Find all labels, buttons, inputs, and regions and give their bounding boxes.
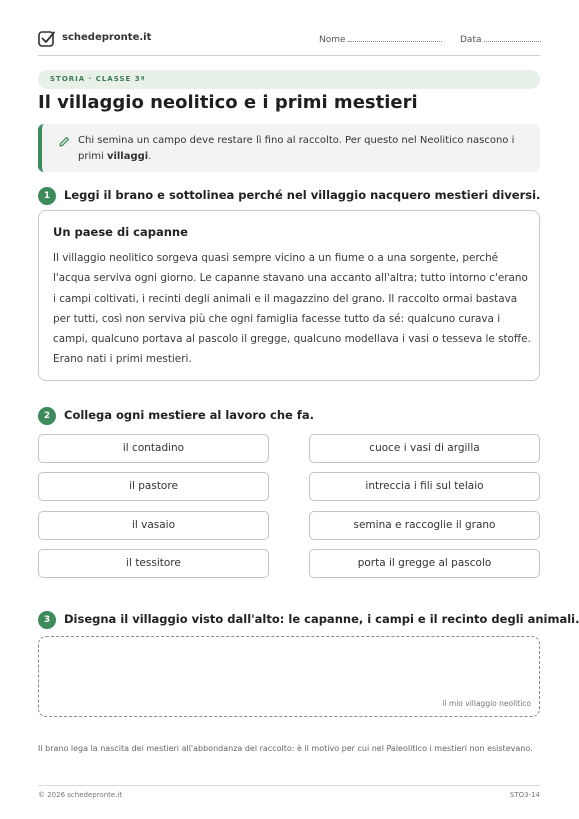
drawing-caption: il mio villaggio neolitico bbox=[442, 699, 531, 708]
job-box[interactable]: il pastore bbox=[38, 472, 269, 501]
subject-tag: STORIA · CLASSE 3ª bbox=[38, 70, 540, 89]
page-title: Il villaggio neolitico e i primi mestieri bbox=[38, 92, 418, 113]
page-footer bbox=[38, 785, 540, 799]
intro-note bbox=[38, 124, 540, 172]
reading-title: Un paese di capanne bbox=[53, 225, 188, 239]
date-field[interactable] bbox=[460, 34, 541, 45]
note-text-start: Chi semina un campo deve restare lì fino al raccolto. Per questo nel Neolitico nascono i primi bbox=[78, 135, 515, 162]
task-box[interactable]: semina e raccoglie il grano bbox=[309, 511, 540, 540]
job-box[interactable]: il contadino bbox=[38, 434, 269, 463]
drawing-area[interactable] bbox=[38, 636, 540, 717]
checkbox-logo-icon bbox=[38, 30, 56, 48]
note-text-end: . bbox=[148, 151, 152, 162]
pencil-icon bbox=[58, 136, 70, 148]
job-box[interactable]: il vasaio bbox=[38, 511, 269, 540]
note-keyword: villaggi bbox=[106, 151, 149, 162]
copyright: © 2026 schedepronte.it bbox=[38, 791, 123, 799]
date-label: Data bbox=[460, 35, 482, 45]
sheet-code: STO3-14 bbox=[509, 791, 540, 799]
name-label: Nome bbox=[319, 35, 346, 45]
task-box[interactable]: porta il gregge al pascolo bbox=[309, 549, 540, 578]
task-box[interactable]: intreccia i fili sul telaio bbox=[309, 472, 540, 501]
question-1-number: 1 bbox=[38, 187, 56, 205]
task-box[interactable]: cuoce i vasi di argilla bbox=[309, 434, 540, 463]
teacher-footnote: Il brano lega la nascita dei mestieri all'abbondanza del raccolto: è il motivo per cui nel Paleolitico i mestieri non esistevano. bbox=[38, 744, 533, 753]
reading-box bbox=[38, 210, 540, 381]
question-1-text: Leggi il brano e sottolinea perché nel villaggio nacquero mestieri diversi. bbox=[64, 188, 541, 202]
name-field[interactable] bbox=[319, 34, 442, 45]
question-3-text: Disegna il villaggio visto dall'alto: le capanne, i campi e il recinto degli animali. bbox=[64, 612, 579, 626]
page-header bbox=[38, 28, 540, 56]
brand-name: schedepronte.it bbox=[62, 32, 152, 43]
question-2-text: Collega ogni mestiere al lavoro che fa. bbox=[64, 408, 314, 422]
question-3-number: 3 bbox=[38, 611, 56, 629]
question-2-number: 2 bbox=[38, 407, 56, 425]
intro-note-text bbox=[78, 133, 536, 165]
reading-body[interactable]: Il villaggio neolitico sorgeva quasi sempre vicino a un fiume o a una sorgente, perché l'acqua serviva ogni giorno. Le capanne stavano una accanto all'altra; tutto intorno c'erano i campi coltivati, i recinti degli animali e il magazzino del grano. Il raccolto ormai bastava per tutti, così non serviva più che ogni famiglia facesse tutto da sé: qualcuno curava i campi, qualcuno portava al pascolo il gregge, qualcuno modellava i vasi o tesseva le stoffe. Erano nati i primi mestieri. bbox=[53, 252, 531, 366]
job-box[interactable]: il tessitore bbox=[38, 549, 269, 578]
